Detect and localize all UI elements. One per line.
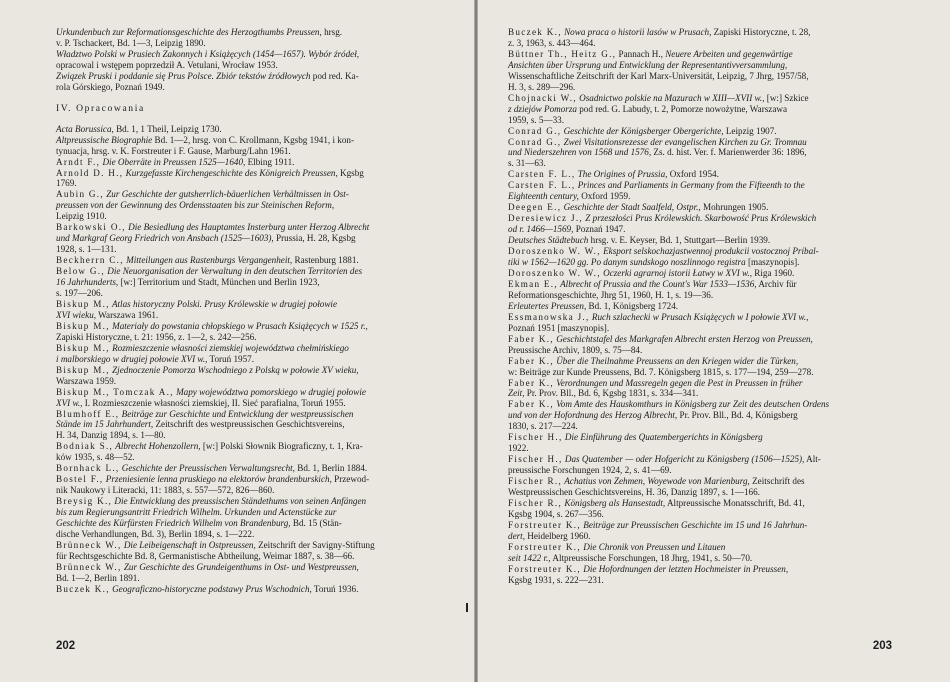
bibliography-line <box>56 321 456 332</box>
bibliography-line <box>56 168 456 179</box>
entry-rest: Oxford 1959. <box>578 191 631 202</box>
bibliography-line <box>508 82 930 93</box>
entry-author: Forstreuter K., <box>508 541 581 552</box>
entry-author: Bodniak S., <box>56 441 114 452</box>
entry-work: Altpreussische Biographie <box>56 134 153 145</box>
bibliography-line <box>56 189 456 200</box>
bibliography-line <box>508 323 930 334</box>
bibliography-line <box>56 157 456 168</box>
entry-author: Breysig K., <box>56 496 113 507</box>
entry-rest: Bd. 1—2, Berlin 1891. <box>56 572 140 583</box>
entry-rest: [w:] Szkice <box>764 92 809 103</box>
entry-rest: [w:] Territorium und Stadt, München und Berlin 1923, <box>118 277 320 288</box>
entry-work: Die Leibeigenschaft in Ostpreussen, <box>121 539 256 550</box>
entry-rest: 1959, s. 5—33. <box>508 114 565 125</box>
entry-work: preussen von der Gewinnung des Ordensstaaten bis zur Steinischen Reform, <box>56 200 335 211</box>
entry-work: Deutsches Städtebuch <box>508 235 589 246</box>
entry-work: Die Einführung des Quatembergerichts in Königsberg <box>562 432 763 443</box>
bibliography-line <box>56 419 456 430</box>
bibliography-line <box>508 399 930 410</box>
entry-work: Kurzgefasste Kirchengeschichte des Königreich Preussen, <box>123 167 338 178</box>
entry-work: und von der Hofordnung des Herzog Albrecht, <box>508 410 678 421</box>
bibliography-line <box>508 388 930 399</box>
bibliography-line <box>508 410 930 421</box>
bibliography-line <box>56 343 456 354</box>
bibliography-line <box>56 266 456 277</box>
entry-rest: pod red. Ka- <box>310 70 359 81</box>
entry-work: Geschichtstafel des Markgrafen Albrecht ersten Herzog von Preussen, <box>553 333 813 344</box>
bibliography-line <box>56 540 456 551</box>
bibliography-line <box>56 222 456 233</box>
entry-work: Achatius von Zehmen, Woyewode von Marienburg, <box>562 476 750 487</box>
bibliography-line <box>508 202 930 213</box>
entry-work: Rozmieszczenie własności ziemskiej województwa chełmińskiego <box>109 342 349 353</box>
bibliography-line <box>56 288 456 299</box>
bibliography-line <box>508 49 930 60</box>
bibliography-line <box>56 71 456 82</box>
entry-rest: 1830, s. 217—224. <box>508 421 578 432</box>
bibliography-line <box>508 312 930 323</box>
bibliography-line <box>56 562 456 573</box>
bibliography-line <box>508 115 930 126</box>
entry-author: Ekman E., <box>508 278 558 289</box>
bibliography-line <box>56 507 456 518</box>
entry-work: Geschichte der Königsberger Obergerichte, <box>561 125 724 136</box>
bibliography-line <box>56 38 456 49</box>
entry-work: 16 Jahrhunderts, <box>56 277 119 288</box>
entry-author: Fischer H., <box>508 432 563 443</box>
bibliography-line <box>56 387 456 398</box>
entry-author: Forstreuter K., <box>508 563 581 574</box>
left-page <box>0 0 474 682</box>
bibliography-line <box>508 367 930 378</box>
bibliography-line <box>508 257 930 268</box>
bibliography-line <box>508 137 930 148</box>
bibliography-line <box>56 200 456 211</box>
bibliography-line <box>56 584 456 595</box>
entry-rest: Reformationsgeschichte, Jhrg 51, 1960, H. 1, s. 19—36. <box>508 289 714 300</box>
entry-author: Barkowski O., <box>56 222 126 233</box>
bibliography-line <box>56 146 456 157</box>
bibliography-line <box>508 235 930 246</box>
entry-rest: Poznań 1951 [maszynopis]. <box>508 322 610 333</box>
entry-work: Atlas historyczny Polski. Prusy Królewskie w drugiej połowie <box>109 298 338 309</box>
entry-work: Princes and Parliaments in Germany from the Fifteenth to the <box>575 180 805 191</box>
entry-work: und Niederszehren von 1568 und 1576, <box>508 147 652 158</box>
entry-rest: 1922. <box>508 443 529 454</box>
entry-author: Biskup M., <box>56 298 110 309</box>
bibliography-line <box>508 531 930 542</box>
entry-work: Ansichten über Ursprung und Entwicklung der Representantivversammlung, <box>508 59 788 70</box>
entry-rest: Oxford 1954. <box>667 169 719 180</box>
entry-rest: Poznań 1947. <box>573 224 626 235</box>
entry-work: Beiträge zur Geschichte und Entwicklung der westpreussischen <box>119 408 354 419</box>
bibliography-line <box>56 211 456 222</box>
entry-rest: Zs. d. hist. Ver. f. Marienwerder 36: 1896, <box>651 147 807 158</box>
entry-rest: preussische Forschungen 1924, 2, s. 41—69. <box>508 465 672 476</box>
entry-rest: Prussia, H. 28, Kgsbg <box>273 233 356 244</box>
entry-rest: Pr. Prov. Bll., Bd. 4, Königsberg <box>677 410 798 421</box>
entry-rest: Pannach H., <box>616 48 666 59</box>
entry-rest: Toruń 1936. <box>311 583 359 594</box>
bibliography-line <box>508 224 930 235</box>
entry-rest: Altpreussische Forschungen, 18 Jhrg, 1941, s. 50—70. <box>550 552 753 563</box>
entry-work: Die Hofordnungen der letzten Hochmeister in Preussen, <box>580 563 789 574</box>
bibliography-line <box>508 487 930 498</box>
entry-author: Faber K., <box>508 399 554 410</box>
entry-work: Materiały do powstania chłopskiego w Prusach Książęcych w 1525 r., <box>109 320 368 331</box>
entry-rest: Zapiski Historyczne, t. 21: 1956, z. 1—2, s. 242—256. <box>56 331 257 342</box>
entry-work: dert, <box>508 530 525 541</box>
entry-author: Beckherrn C., <box>56 255 124 266</box>
entry-work: Über die Theilnahme Preussens an den Kriegen wider die Türken, <box>553 355 799 366</box>
entry-rest: 1769. <box>56 178 77 189</box>
entry-rest: rola Górskiego, Poznań 1949. <box>56 81 165 92</box>
entry-author: Carsten F. L., <box>508 180 576 191</box>
bibliography-line <box>56 60 456 71</box>
entry-work: The Origines of Prussia, <box>575 169 668 180</box>
entry-author: Biskup M., <box>56 320 110 331</box>
bibliography-line <box>56 332 456 343</box>
entry-work: Zwei Visitationsrezesse der evangelischen Kirchen zu Gr. Tromnau <box>561 136 807 147</box>
entry-author: Aubin G., <box>56 189 104 200</box>
entry-rest: Leipzig 1910. <box>56 211 107 222</box>
entry-work: Albrecht of Prussia and the Count's War 1533—1536, <box>557 278 757 289</box>
entry-work: Zjednoczenie Pomorza Wschodniego z Polską w połowie XV wieku, <box>109 364 359 375</box>
entry-author: Brünneck W., <box>56 561 122 572</box>
entry-rest: Riga 1960. <box>751 267 795 278</box>
entry-author: Blumhoff E., <box>56 408 120 419</box>
entry-work: Zur Geschichte der gutsherrlich-bäuerlichen Verhältnissen in Ost- <box>103 189 349 200</box>
entry-author: Deresiewicz J., <box>508 213 583 224</box>
entry-rest: Warszawa 1961. <box>96 309 159 320</box>
entry-rest: Archiv für <box>756 278 797 289</box>
bibliography-line <box>56 452 456 463</box>
entry-work: Das Quatember — oder Hofgericht zu Königsberg (1506—1525), <box>562 454 805 465</box>
entry-work: Albrecht Hohenzollern, <box>113 441 201 452</box>
bibliography-line <box>56 529 456 540</box>
entry-rest: Preussische Archiv, 1809, s. 75—84. <box>508 344 643 355</box>
bibliography-line <box>508 246 930 257</box>
entry-work: Geschichte des Kürfürsten Friedrich Wilhelm von Brandenburg, <box>56 518 291 529</box>
entry-author: Biskup M., <box>56 364 110 375</box>
intro-entries <box>56 27 456 93</box>
bibliography-line <box>508 301 930 312</box>
entry-author: Chojnacki W., <box>508 92 577 103</box>
entry-work: Die Oberräte in Preussen 1525—1640, <box>100 156 246 167</box>
entry-rest: Bd. 1—2, hrsg. von C. Krollmann, Kgsbg 1941, i kon- <box>152 134 354 145</box>
bibliography-line <box>56 441 456 452</box>
entry-work: Stände im 15 Jahrhundert, <box>56 419 154 430</box>
entry-work: bis zum Regierungsantritt Friedrich Wilhelm. Urkunden und Actenstücke zur <box>56 507 337 518</box>
entry-rest: Rastenburg 1881. <box>292 255 359 266</box>
entry-rest: [maszynopis]. <box>745 257 800 268</box>
entry-rest: [w:] Polski Słownik Biograficzny, t. 1, Kra- <box>200 441 363 452</box>
bibliography-line <box>56 430 456 441</box>
page-number-right: 203 <box>872 640 892 652</box>
bibliography-line <box>508 421 930 432</box>
entry-work2: Neuere Arbeiten und gegenwärtige <box>665 48 793 59</box>
entry-work: Die Neuorganisation der Verwaltung in den deutschen Territorien des <box>104 266 363 277</box>
entry-work: Geschichte der Preussischen Verwaltungsrecht, <box>119 463 295 474</box>
bibliography-line <box>508 498 930 509</box>
entry-work: Geograficzno-historyczne podstawy Prus Wschodnich, <box>109 583 312 594</box>
entry-rest: Przewod- <box>331 474 370 485</box>
entry-work: Związek Pruski i poddanie się Prus Polsce. Zbiór tekstów źródłowych <box>56 70 311 81</box>
entry-rest: Kgsbg 1931, s. 222—231. <box>508 574 604 585</box>
entry-work: Mitteilungen aus Rastenburgs Vergangenheit, <box>123 255 293 266</box>
entry-rest: H. 34, Danzig 1894, s. 1—80. <box>56 430 166 441</box>
entry-rest: für Rechtsgeschichte Bd. 8, Germanistische Abtheilung, Weimar 1887, s. 38—66. <box>56 550 355 561</box>
bibliography-line <box>56 178 456 189</box>
entry-author: Arnold D. H., <box>56 167 124 178</box>
entry-rest: Altpreussische Monatsschrift, Bd. 41, <box>665 497 805 508</box>
bibliography-line <box>508 564 930 575</box>
entry-author: Buczek K., <box>56 583 110 594</box>
entry-rest: s. 197—206. <box>56 288 103 299</box>
entry-author: Fischer H., <box>508 454 563 465</box>
entry-rest: Elbing 1911. <box>245 156 295 167</box>
entry-rest: Kgsbg <box>337 167 364 178</box>
bibliography-line <box>56 409 456 420</box>
bibliography-line <box>508 27 930 38</box>
entry-rest: Alt- <box>804 454 821 465</box>
bibliography-line <box>508 60 930 71</box>
bibliography-line <box>56 255 456 266</box>
bibliography-line <box>508 542 930 553</box>
entry-work: Acta Borussica, <box>56 123 114 134</box>
bibliography-line <box>56 310 456 321</box>
entry-rest: Bd. 15 (Stän- <box>290 518 342 529</box>
bibliography-line <box>508 126 930 137</box>
entry-work: od r. 1466—1569, <box>508 224 574 235</box>
bibliography-line <box>56 398 456 409</box>
bibliography-line <box>508 334 930 345</box>
bibliography-line <box>56 124 456 135</box>
entry-work: i malborskiego w drugiej połowie XVI w., <box>56 353 208 364</box>
section-title: IV. Opracowania <box>56 102 145 114</box>
bibliography-line <box>508 93 930 104</box>
entry-work: Oczerki agrarnoj istorii Łatwy w XVI w., <box>600 267 752 278</box>
bibliography-line <box>508 345 930 356</box>
entry-author: Forstreuter K., <box>508 519 581 530</box>
entry-work: z dziejów Pomorza <box>508 103 577 114</box>
entry-work: Beiträge zur Preussischen Geschichte im 15 und 16 Jahrhun- <box>580 519 808 530</box>
entry-work: Z przeszłości Prus Królewskich. Skarbowość Prus Królewskich <box>583 213 817 224</box>
bibliography-line <box>508 520 930 531</box>
entry-rest: Westpreussischen Geschichtsvereins, H. 36, Danzig 1897, s. 1—166. <box>508 487 760 498</box>
bibliography-line <box>56 244 456 255</box>
bibliography-line <box>56 496 456 507</box>
entry-rest: z. 3, 1963, s. 443—464. <box>508 37 596 48</box>
entry-rest: Mohrungen 1905. <box>700 202 769 213</box>
bibliography-line <box>508 71 930 82</box>
entry-author: Büttner Th., Heitz G., <box>508 48 617 59</box>
entry-author: Buczek K., <box>508 27 562 37</box>
entry-rest: Zeitschrift der Savigny-Stiftung <box>255 539 375 550</box>
entry-rest: pod red. G. Labudy, t. 2, Pomorze nowożytne, Warszawa <box>576 103 788 114</box>
bibliography-line <box>508 356 930 367</box>
entry-rest: w: Beiträge zur Kunde Preussens, Bd. 7. Königsberg 1815, s. 177—194, 259—278. <box>508 366 814 377</box>
entry-author: Doroszenko W. W., <box>508 246 601 257</box>
entry-rest: Toruń 1957. <box>207 353 254 364</box>
entry-author: Arndt F., <box>56 156 101 167</box>
bibliography-line <box>508 443 930 454</box>
entry-work: Die Chronik von Preussen und Litauen <box>580 541 726 552</box>
entry-work: Königsberg als Hansestadt, <box>562 497 666 508</box>
entry-rest: 1928, s. 1—131. <box>56 244 117 255</box>
bibliography-line <box>508 180 930 191</box>
entry-author: Conrad G., <box>508 136 562 147</box>
right-bibliography <box>508 27 930 586</box>
entry-work: Zur Geschichte des Grundeigenthums in Ost- und Westpreussen, <box>121 561 359 572</box>
entry-author: Faber K., <box>508 333 554 344</box>
entry-work: Zeit, <box>508 388 525 399</box>
entry-rest: Pr. Prov. Bll., Bd. 6, Kgsbg 1831, s. 334—341. <box>524 388 699 399</box>
bibliography-line <box>56 474 456 485</box>
bibliography-line <box>508 147 930 158</box>
entry-work: Nowa praca o historii lasów w Prusach, <box>561 27 712 37</box>
entry-author: Below G., <box>56 266 105 277</box>
bibliography-line <box>56 299 456 310</box>
entry-work: Osadnictwo polskie na Mazurach w XIII—XVII w., <box>576 92 765 103</box>
entry-rest: hrsg. <box>321 27 343 37</box>
entry-rest: Zapiski Historyczne, t. 28, <box>711 27 811 37</box>
bibliography-line <box>56 551 456 562</box>
entry-rest: Wissenschaftliche Zeitschrift der Karl Marx-Universität, Leipzig, 7 Jhrg, 1957/58, <box>508 70 809 81</box>
bibliography-line <box>508 432 930 443</box>
entry-rest: tynuacja, hrsg. v. K. Forstreuter i F. Gause, Marburg/Lahn 1961. <box>56 145 291 156</box>
entry-author: Brünneck W., <box>56 539 122 550</box>
bibliography-line <box>508 465 930 476</box>
entry-rest: nik Naukowy i Literacki, 11: 1883, s. 557—572, 826—860. <box>56 485 275 496</box>
right-page <box>478 0 950 682</box>
bibliography-line <box>508 509 930 520</box>
bibliography-line <box>508 169 930 180</box>
bibliography-line <box>56 518 456 529</box>
entry-author: Biskup M., Tomczak A., <box>56 386 174 397</box>
entry-rest: dische Verhandlungen, Bd. 3), Berlin 1894, s. 1—222. <box>56 528 255 539</box>
bibliography-line <box>56 485 456 496</box>
bibliography-line <box>508 104 930 115</box>
entry-author: Fischer R., <box>508 497 563 508</box>
bibliography-line <box>56 277 456 288</box>
bibliography-line <box>56 463 456 474</box>
entry-work: Władztwo Polski w Prusiech Zakonnych i Książęcych (1454—1657). Wybór źródeł, <box>56 48 360 59</box>
entry-work: Eksport selskochazjastwennoj produkcii vostocznoj Pribal- <box>600 246 819 257</box>
bibliography-line <box>508 553 930 564</box>
entry-author: Deegen E., <box>508 202 562 213</box>
entry-author: Doroszenko W. W., <box>508 267 601 278</box>
bibliography-line <box>56 27 456 38</box>
entry-author: Biskup M., <box>56 342 110 353</box>
entry-author: Faber K., <box>508 377 554 388</box>
entry-work: und Markgraf Georg Friedrich von Ansbach (1525—1603), <box>56 233 274 244</box>
entry-work: Geschichte der Stadt Saalfeld, Ostpr., <box>561 202 701 213</box>
entry-author: Faber K., <box>508 355 554 366</box>
bibliography-line <box>508 213 930 224</box>
entry-rest: Bd. 1, Königsberg 1724. <box>586 300 679 311</box>
entry-rest: Zeitschrift des <box>749 476 805 487</box>
bibliography-line <box>508 279 930 290</box>
entry-rest: Zeitschrift des westpreussischen Geschichtsvereins, <box>153 419 345 430</box>
entry-author: Bornhack L., <box>56 463 120 474</box>
entry-rest: Heidelberg 1960. <box>524 530 591 541</box>
left-bibliography <box>56 124 456 595</box>
entry-work: Die Besiedlung des Hauptamtes Insterburg unter Herzog Albrecht <box>125 222 370 233</box>
bibliography-line <box>508 575 930 586</box>
bibliography-line <box>508 158 930 169</box>
entry-rest: hrsg. v. E. Keyser, Bd. 1, Stuttgart—Berlin 1939. <box>588 235 771 246</box>
entry-work: Eighteenth century, <box>508 191 579 202</box>
entry-work: XVI w., <box>56 397 83 408</box>
entry-rest: Bd. 1, Berlin 1884. <box>294 463 368 474</box>
entry-rest: H. 3, s. 289—296. <box>508 81 576 92</box>
bibliography-line <box>508 378 930 389</box>
entry-author: Carsten F. L., <box>508 169 576 180</box>
spine-mark <box>466 603 468 612</box>
entry-work: tiki w 1562—1620 gg. Po danym sundskogo noszlinnogo registra <box>508 257 746 268</box>
entry-work: Urkundenbuch zur Reformationsgeschichte des Herzogthumbs Preussen, <box>56 27 322 37</box>
bibliography-line <box>508 476 930 487</box>
entry-rest: Bd. 1, 1 Theil, Leipzig 1730. <box>113 123 222 134</box>
entry-rest: ków 1935, s. 48—52. <box>56 452 135 463</box>
entry-work: Przeniesienie lenna pruskiego na elektorów brandenburskich, <box>103 474 332 485</box>
entry-rest: s. 31—63. <box>508 158 546 169</box>
entry-author: Conrad G., <box>508 125 562 136</box>
entry-rest: I. Rozmieszczenie własności ziemskiej, II. Sieć parafialna, Toruń 1955. <box>82 397 346 408</box>
entry-work: Erleutertes Preussen, <box>508 300 587 311</box>
entry-rest: v. P. Tschackert, Bd. 1—3, Leipzig 1890. <box>56 37 206 48</box>
entry-author: Essmanowska J., <box>508 311 590 322</box>
bibliography-line <box>56 376 456 387</box>
entry-rest: opracowal i wstępem poprzedził A. Vetulani, Wrocław 1953. <box>56 59 278 70</box>
entry-work: Ruch szlachecki w Prusach Książęcych w I połowie XVI w., <box>589 311 809 322</box>
bibliography-line <box>56 573 456 584</box>
bibliography-line <box>508 454 930 465</box>
bibliography-line <box>508 38 930 49</box>
entry-work: Vom Amte des Hauskomthurs in Königsberg zur Zeit des deutschen Ordens <box>553 399 830 410</box>
entry-author: Fischer R., <box>508 476 563 487</box>
page-number-left: 202 <box>56 640 76 652</box>
entry-work: seit 1422 r., <box>508 552 551 563</box>
entry-work: XVI wieku, <box>56 309 97 320</box>
entry-work: Verordnungen und Massregeln gegen die Pest in Preussen in früher <box>553 377 803 388</box>
entry-work: Mapy województwa pomorskiego w drugiej połowie <box>173 386 366 397</box>
entry-author: Bostel F., <box>56 474 104 485</box>
entry-rest: Warszawa 1959. <box>56 375 117 386</box>
bibliography-line <box>508 290 930 301</box>
bibliography-line <box>508 268 930 279</box>
entry-rest: Leipzig 1907. <box>723 125 777 136</box>
bibliography-line <box>56 365 456 376</box>
bibliography-line <box>508 191 930 202</box>
entry-rest: Kgsbg 1904, s. 267—356. <box>508 508 604 519</box>
entry-work: Die Entwicklung des preussischen Ständethums von seinen Anfängen <box>112 496 367 507</box>
bibliography-line <box>56 49 456 60</box>
bibliography-line <box>56 354 456 365</box>
bibliography-line <box>56 135 456 146</box>
bibliography-line <box>56 233 456 244</box>
bibliography-line <box>56 82 456 93</box>
